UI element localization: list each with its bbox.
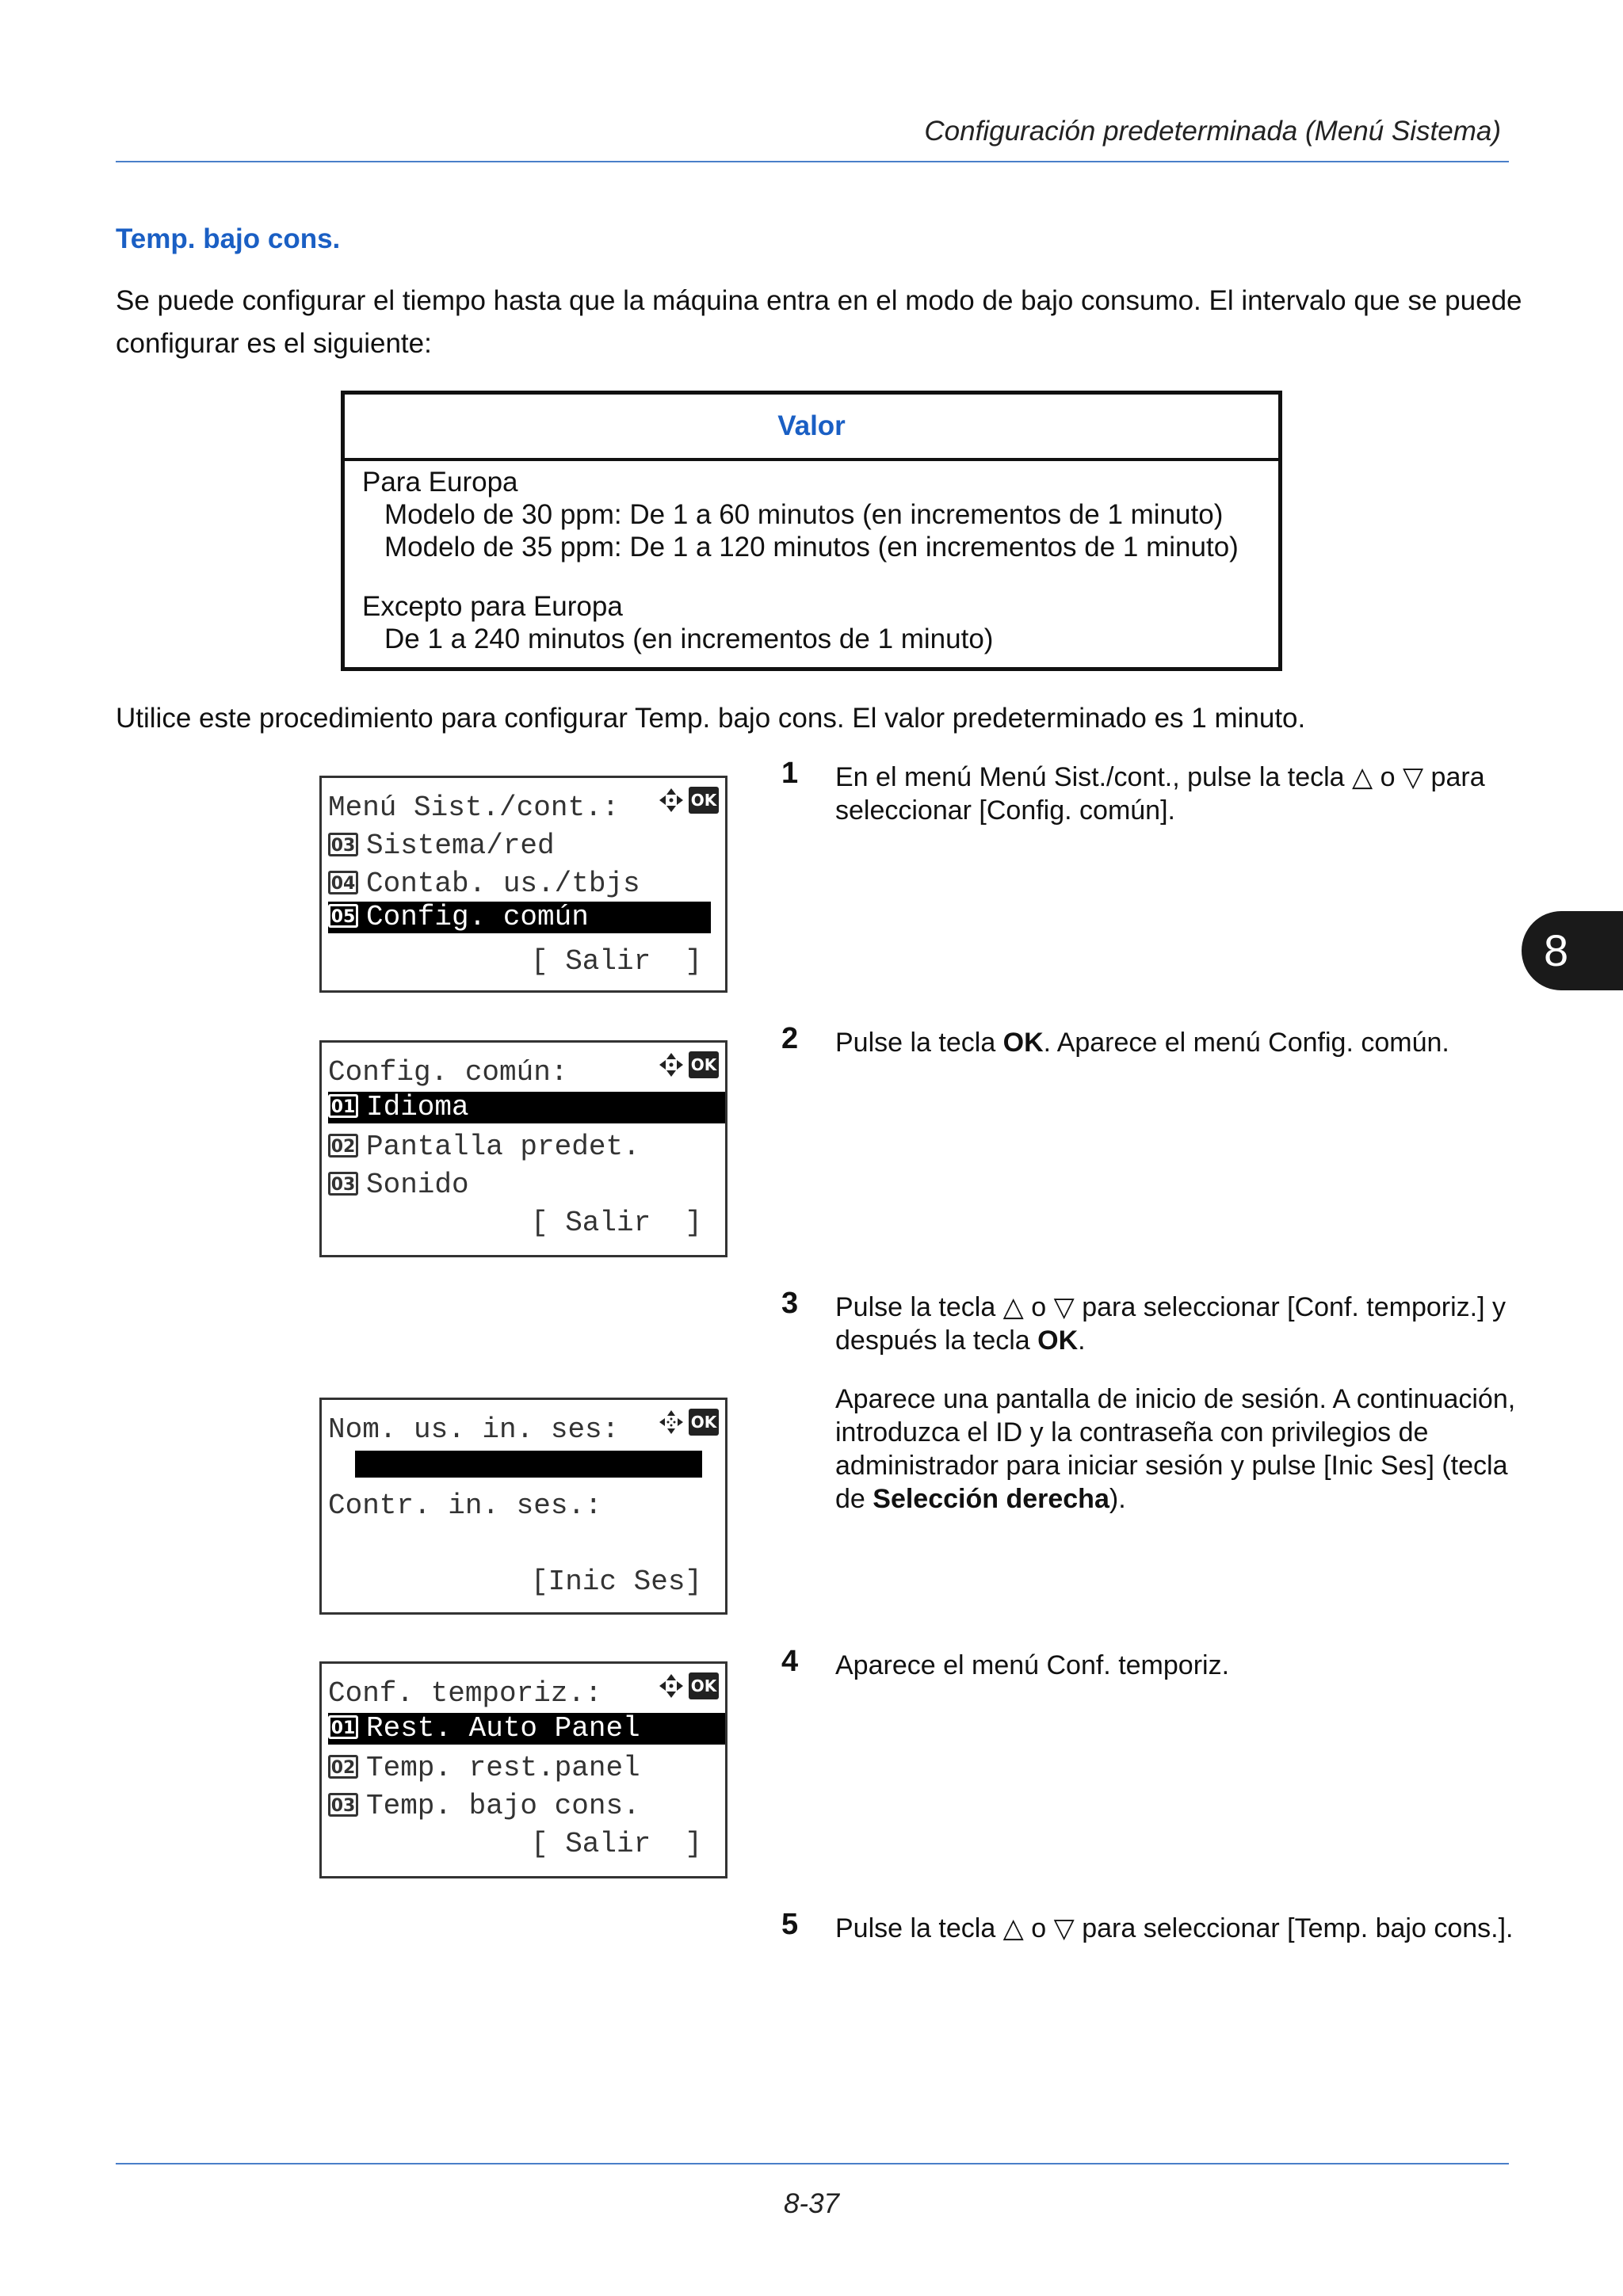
- ok-key-name: OK: [1037, 1325, 1079, 1356]
- section-intro: Se puede configurar el tiempo hasta que la máquina entra en el modo de bajo consumo. El intervalo que se puede configurar es el siguiente:: [116, 285, 1522, 359]
- europe-30ppm-range: Modelo de 30 ppm: De 1 a 60 minutos (en incrementos de 1 minuto): [384, 499, 1224, 530]
- page-number: 8-37: [783, 2188, 840, 2219]
- ok-key-icon: OK: [689, 787, 719, 814]
- screen-title: Conf. temporiz.:: [328, 1677, 602, 1710]
- procedure-intro: Utilice este procedimiento para configurar Temp. bajo cons. El valor predeterminado es 1 minuto.: [116, 703, 1306, 734]
- user-name-input-field: [355, 1451, 702, 1478]
- item-number: 02: [328, 1755, 358, 1779]
- step-4-text: Aparece el menú Conf. temporiz.: [835, 1650, 1230, 1680]
- right-select-key-name: Selección derecha: [873, 1484, 1109, 1514]
- softkey-exit: [ Salir ]: [531, 1828, 703, 1860]
- step-number: 3: [781, 1287, 799, 1320]
- menu-item-selected: [328, 1092, 725, 1123]
- menu-item-selected: [328, 902, 711, 933]
- step-text-part: .: [1078, 1325, 1086, 1356]
- value-table: [341, 391, 1282, 671]
- menu-item: [328, 1130, 725, 1165]
- navigation-icon: [657, 1408, 719, 1436]
- item-label: Sistema/red: [366, 830, 555, 862]
- step-number: 2: [781, 1022, 799, 1055]
- softkey-exit: [ Salir ]: [531, 945, 703, 978]
- europe-label: Para Europa: [362, 467, 518, 498]
- step-text-part: Pulse la tecla: [835, 1028, 1003, 1058]
- four-way-arrow-icon: [657, 786, 685, 814]
- panel-screen-conf-temporiz: [319, 1661, 727, 1878]
- item-label: Rest. Auto Panel: [366, 1712, 640, 1745]
- menu-item: [328, 1168, 725, 1203]
- item-label: Contab. us./tbjs: [366, 868, 640, 900]
- menu-item: [328, 829, 725, 864]
- europe-35ppm-range: Modelo de 35 ppm: De 1 a 120 minutos (en incrementos de 1 minuto): [384, 532, 1239, 563]
- running-header: Configuración predeterminada (Menú Sistema): [924, 116, 1501, 147]
- step-text-part: . Aparece el menú Config. común.: [1043, 1028, 1449, 1058]
- item-number: 03: [328, 1172, 358, 1196]
- step-1-text: En el menú Menú Sist./cont., pulse la tecla △ o ▽ para seleccionar [Config. común].: [835, 762, 1485, 826]
- item-label: Pantalla predet.: [366, 1131, 640, 1163]
- ok-key-icon: OK: [689, 1672, 719, 1699]
- four-way-arrow-dotted-icon: [657, 1408, 685, 1436]
- step-text-part: Pulse la tecla △ o ▽ para seleccionar [Conf. temporiz.] y después la tecla: [835, 1292, 1506, 1356]
- other-range: De 1 a 240 minutos (en incrementos de 1 minuto): [384, 624, 994, 654]
- ok-key-icon: OK: [689, 1051, 719, 1078]
- item-number: 02: [328, 1134, 358, 1158]
- step-3-text: [835, 1291, 1517, 1357]
- chapter-tab: 8: [1522, 911, 1623, 990]
- password-label: Contr. in. ses.:: [328, 1489, 602, 1522]
- section-title: Temp. bajo cons.: [116, 223, 341, 254]
- item-number: 03: [328, 1793, 358, 1817]
- ok-key-name: OK: [1002, 1028, 1044, 1058]
- value-table-header: Valor: [345, 395, 1278, 461]
- note-text-part: Aparece una pantalla de inicio de sesión. A continuación, introduzca el ID y la contraseña con privilegios de administrador para iniciar sesión y pulse [Inic Ses] (tecla de: [835, 1384, 1516, 1514]
- user-name-label: Nom. us. in. ses:: [328, 1413, 620, 1446]
- footer-rule: [116, 2163, 1509, 2164]
- item-label: Config. común: [366, 901, 589, 933]
- step-number: 4: [781, 1645, 799, 1678]
- item-number: 01: [328, 1094, 358, 1118]
- navigation-icon: [657, 1672, 719, 1700]
- item-label: Sonido: [366, 1169, 469, 1201]
- softkey-exit: [ Salir ]: [531, 1207, 703, 1239]
- menu-item: [328, 1789, 725, 1824]
- item-label: Idioma: [366, 1091, 469, 1123]
- screen-title: Config. común:: [328, 1056, 568, 1089]
- step-5-text: Pulse la tecla △ o ▽ para seleccionar [Temp. bajo cons.].: [835, 1913, 1514, 1943]
- panel-screen-menu-sistema: [319, 776, 727, 993]
- item-number: 05: [328, 904, 358, 928]
- step-number: 1: [781, 757, 799, 790]
- menu-item: [328, 1751, 725, 1786]
- step-number: 5: [781, 1908, 799, 1941]
- header-rule: [116, 161, 1509, 162]
- menu-item-selected: [328, 1713, 725, 1745]
- step-3-note: [835, 1383, 1517, 1516]
- panel-screen-login: [319, 1398, 727, 1615]
- menu-item: [328, 867, 725, 902]
- ok-key-icon: OK: [689, 1409, 719, 1436]
- item-label: Temp. rest.panel: [366, 1752, 640, 1784]
- step-2-text: [835, 1026, 1517, 1059]
- navigation-icon: [657, 1051, 719, 1079]
- panel-screen-config-comun: [319, 1040, 727, 1257]
- note-text-part: ).: [1109, 1484, 1126, 1514]
- four-way-arrow-icon: [657, 1672, 685, 1700]
- other-label: Excepto para Europa: [362, 591, 623, 622]
- item-label: Temp. bajo cons.: [366, 1790, 640, 1822]
- screen-title: Menú Sist./cont.:: [328, 791, 620, 824]
- four-way-arrow-icon: [657, 1051, 685, 1079]
- item-number: 03: [328, 833, 358, 856]
- item-number: 04: [328, 871, 358, 894]
- item-number: 01: [328, 1715, 358, 1739]
- value-table-body: [345, 461, 1278, 655]
- softkey-login: [Inic Ses]: [531, 1566, 703, 1598]
- navigation-icon: [657, 786, 719, 814]
